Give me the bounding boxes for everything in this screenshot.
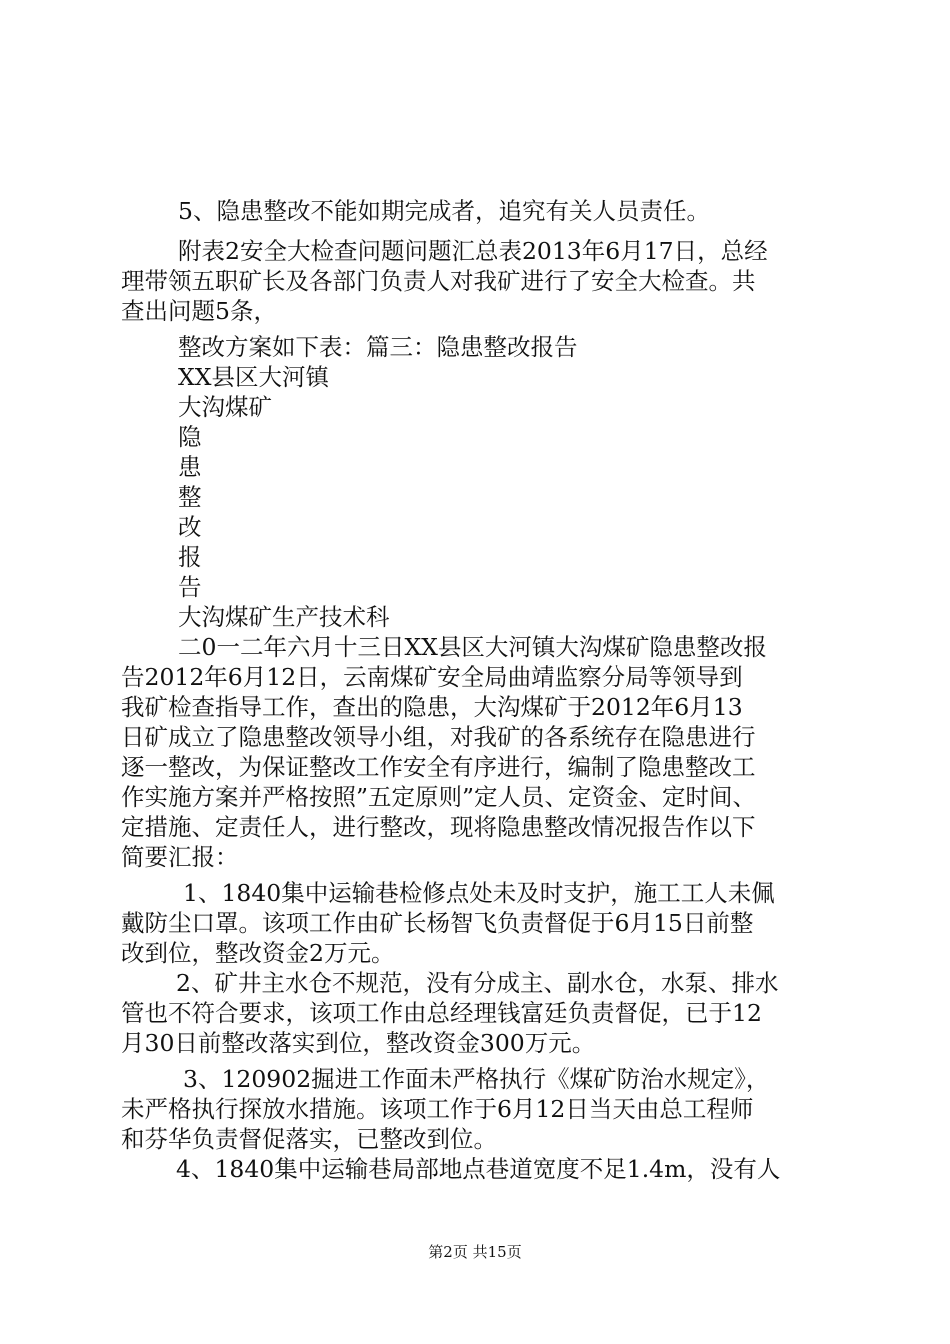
text-line: 整 [178, 483, 202, 511]
text-line: 管也不符合要求，该项工作由总经理钱富廷负责督促，已于12 [121, 999, 762, 1027]
text-line: 二0一二年六月十三日XX县区大河镇大沟煤矿隐患整改报 [178, 633, 767, 661]
text-line: 隐 [178, 423, 202, 451]
text-line: 改到位，整改资金2万元。 [121, 939, 395, 967]
text-line: 整改方案如下表：篇三：隐患整改报告 [178, 333, 578, 361]
text-line: 5、隐患整改不能如期完成者，追究有关人员责任。 [178, 197, 710, 225]
text-line: 和芬华负责督促落实，已整改到位。 [121, 1125, 497, 1153]
text-line: 患 [178, 453, 202, 481]
text-line: 查出问题5条， [121, 297, 277, 325]
text-line: 大沟煤矿 [178, 393, 272, 421]
text-line: 戴防尘口罩。该项工作由矿长杨智飞负责督促于6月15日前整 [121, 909, 754, 937]
text-line: 日矿成立了隐患整改领导小组，对我矿的各系统存在隐患进行 [121, 723, 756, 751]
text-line: 理带领五职矿长及各部门负责人对我矿进行了安全大检查。共 [121, 267, 756, 295]
text-line: 1、1840集中运输巷检修点处未及时支护，施工工人未佩 [183, 879, 775, 907]
text-line: 4、1840集中运输巷局部地点巷道宽度不足1.4m，没有人 [176, 1155, 781, 1183]
text-line: 我矿检查指导工作，查出的隐患，大沟煤矿于2012年6月13 [121, 693, 743, 721]
text-line: 附表2安全大检查问题问题汇总表2013年6月17日，总经 [178, 237, 768, 265]
text-line: 月30日前整改落实到位，整改资金300万元。 [121, 1029, 596, 1057]
text-line: 3、120902掘进工作面未严格执行《煤矿防治水规定》， [183, 1065, 770, 1093]
text-line: 报 [178, 543, 202, 571]
text-line: 大沟煤矿生产技术科 [178, 603, 390, 631]
page-number: 第2页 共15页 [428, 1243, 522, 1261]
text-line: 未严格执行探放水措施。该项工作于6月12日当天由总工程师 [121, 1095, 754, 1123]
text-line: XX县区大河镇 [178, 363, 329, 391]
text-line: 告2012年6月12日，云南煤矿安全局曲靖监察分局等领导到 [121, 663, 743, 691]
text-line: 告 [178, 573, 202, 601]
text-line: 作实施方案并严格按照”五定原则”定人员、定资金、定时间、 [121, 783, 757, 811]
text-line: 改 [178, 513, 202, 541]
text-line: 定措施、定责任人，进行整改，现将隐患整改情况报告作以下 [121, 813, 756, 841]
text-line: 2、矿井主水仓不规范，没有分成主、副水仓，水泵、排水 [176, 969, 779, 997]
text-line: 简要汇报： [121, 843, 239, 871]
text-line: 逐一整改，为保证整改工作安全有序进行，编制了隐患整改工 [121, 753, 756, 781]
